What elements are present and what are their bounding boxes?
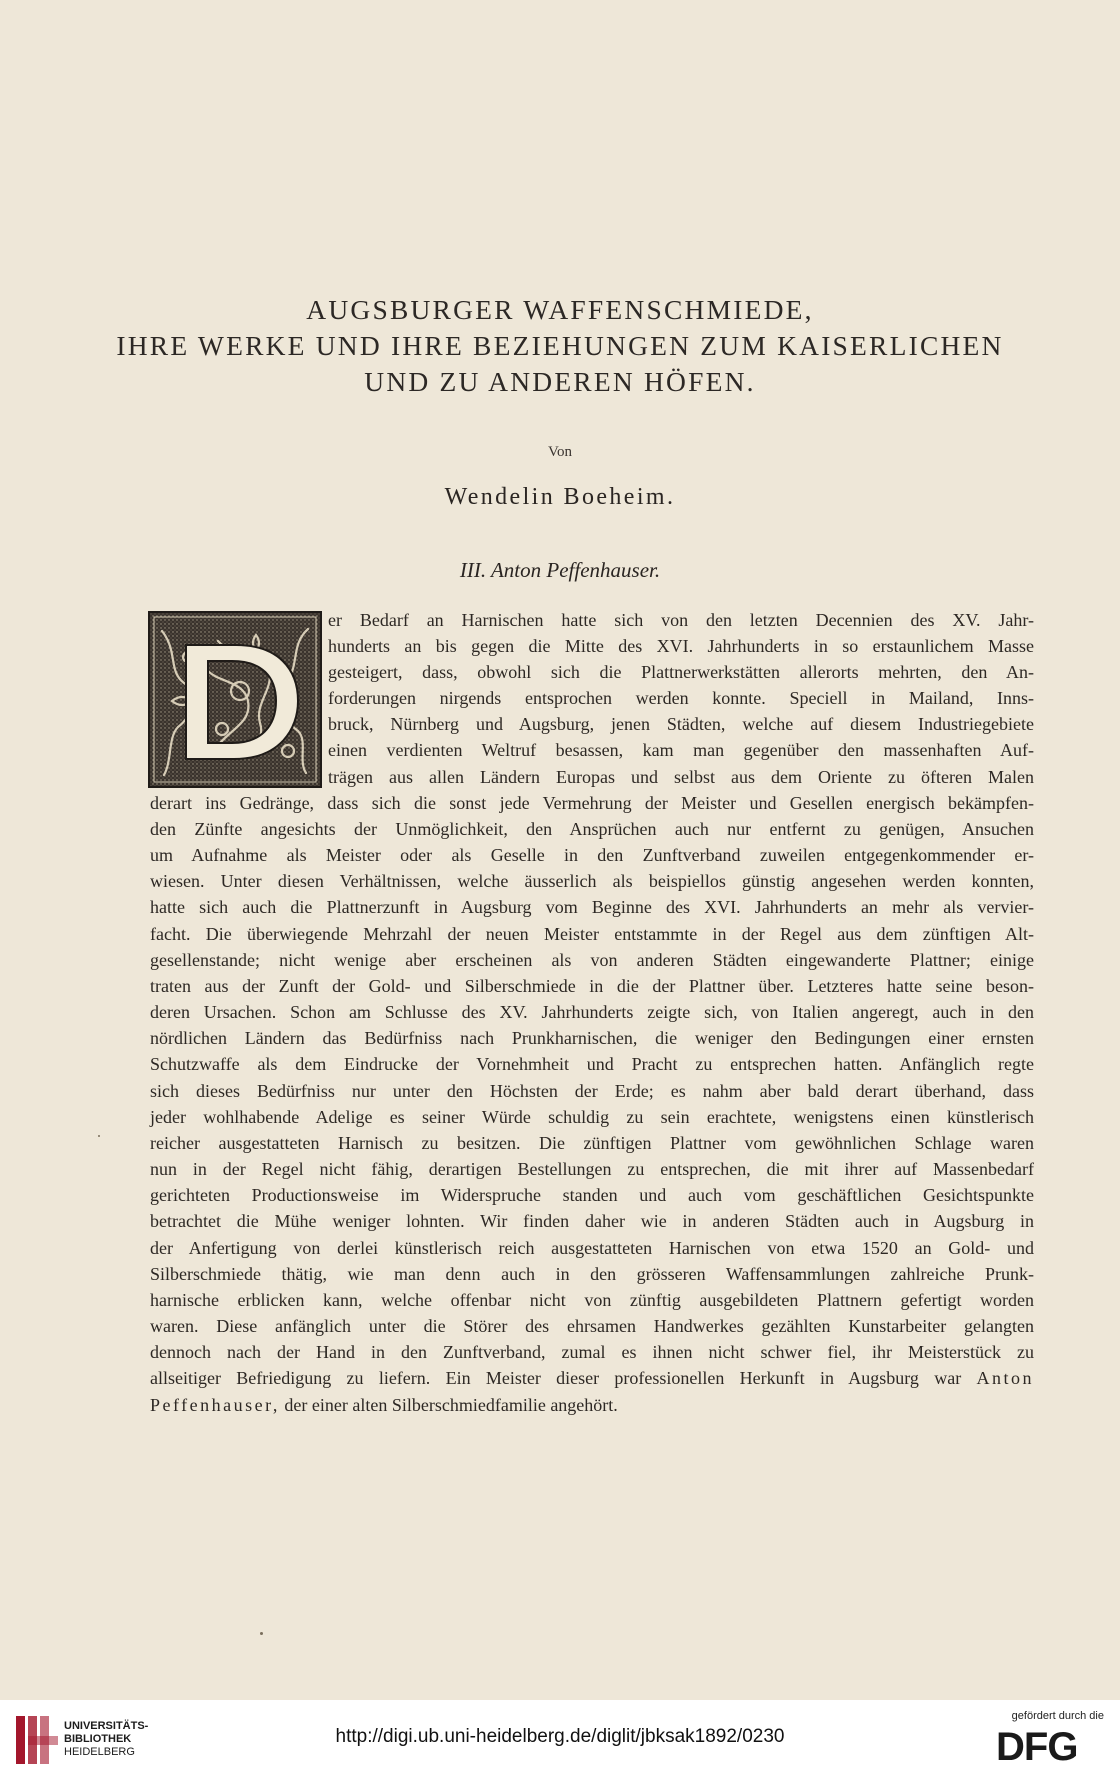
text-line: den Zünfte angesichts der Unmöglichkeit, den Ansprüchen auch nur entfernt zu genügen, Ansuchen xyxy=(150,819,1034,839)
library-name-line: BIBLIOTHEK xyxy=(64,1733,132,1745)
text-line: gerichteten Productionsweise im Widerspruche standen und auch vom geschäftlichen Gesichtspunkte xyxy=(150,1185,1034,1205)
text-line: Schutzwaffe als dem Eindrucke der Vornehmheit und Pracht zu entsprechen hatten. Anfänglich regte xyxy=(150,1054,1034,1074)
text-line: derart ins Gedränge, dass sich die sonst jede Vermehrung der Meister und Gesellen energisch bekämpfen- xyxy=(150,793,1034,813)
text-line: gesellenstande; nicht wenige aber erscheinen als von anderen Städten eingewanderte Plattner; einige xyxy=(150,950,1034,970)
text-line: dennoch nach der Hand in den Zunftverband, zumal es ihnen nicht schwer fiel, ihr Meisterstück zu xyxy=(150,1342,1034,1362)
text-line: jeder wohlhabende Adelige es seiner Würde schuldig zu sein erachtete, wenigstens einen künstlerisch xyxy=(150,1107,1034,1127)
title-line-1: AUGSBURGER WAFFENSCHMIEDE, xyxy=(306,294,814,325)
byline-von: Von xyxy=(548,444,572,460)
person-name-last: Peffenhauser, xyxy=(150,1395,280,1415)
digitization-footer xyxy=(0,1700,1120,1780)
text-line: nördlichen Ländern das Bedürfniss nach Prunkharnischen, die weniger den Bedingungen einer ernsten xyxy=(150,1028,1034,1048)
paper-speck xyxy=(98,1135,100,1137)
text-line-content: allseitiger Befriedigung zu liefern. Ein Meister dieser professionellen Herkunft in Augsburg war xyxy=(150,1368,962,1388)
text-line: traten aus der Zunft der Gold- und Silberschmiede in die der Plattner über. Letzteres hatte seine beson- xyxy=(150,976,1034,996)
library-name-line: HEIDELBERG xyxy=(64,1746,135,1758)
section-heading: III. Anton Peffenhauser. xyxy=(459,558,661,582)
text-line: hunderts an bis gegen die Mitte des XVI. Jahrhunderts in so erstaunlichem Masse xyxy=(328,636,1034,656)
paper-speck xyxy=(260,1632,263,1635)
text-line-content: der einer alten Silberschmiedfamilie angehört. xyxy=(284,1395,618,1415)
library-name-line: UNIVERSITÄTS- xyxy=(64,1720,149,1732)
text-line xyxy=(150,1366,1034,1390)
text-line: reicher ausgestatteten Harnisch zu besitzen. Die zünftigen Plattner vom gewöhnlichen Schlage waren xyxy=(150,1133,1034,1153)
text-line: gesteigert, dass, obwohl sich die Plattnerwerkstätten allerorts mehrten, den An- xyxy=(328,662,1034,682)
permalink-url[interactable]: http://digi.ub.uni-heidelberg.de/diglit/jbksak1892/0230 xyxy=(335,1726,785,1747)
text-line: hatte sich auch die Plattnerzunft in Augsburg vom Beginne des XVI. Jahrhunderts an mehr als vervier- xyxy=(150,897,1034,917)
text-line: deren Ursachen. Schon am Schlusse des XV. Jahrhunderts zeigte sich, von Italien angeregt, auch in den xyxy=(150,1002,1034,1022)
dfg-logo[interactable] xyxy=(994,1726,1106,1766)
text-line-final xyxy=(150,1393,1034,1417)
text-line: harnische erblicken kann, welche offenbar nicht von zünftig ausgebildeten Plattnern gefertigt worden xyxy=(150,1290,1034,1310)
title-line-3: UND ZU ANDEREN HÖFEN. xyxy=(364,366,756,397)
text-line: betrachtet die Mühe weniger lohnten. Wir finden daher wie in anderen Städten auch in Augsburg in xyxy=(150,1211,1034,1231)
author-name: Wendelin Boeheim. xyxy=(444,484,676,510)
text-line: trägen aus allen Ländern Europas und selbst aus dem Oriente zu öfteren Malen xyxy=(328,767,1034,787)
text-line: einen verdienten Weltruf besassen, kam man gegenüber den massenhaften Auf- xyxy=(328,740,1034,760)
text-line: er Bedarf an Harnischen hatte sich von den letzten Decennien des XV. Jahr- xyxy=(328,610,1034,630)
text-line: forderungen nirgends entsprochen werden konnte. Speciell in Mailand, Inns- xyxy=(328,688,1034,708)
text-line: facht. Die überwiegende Mehrzahl der neuen Meister entstammte in der Regel aus dem zünftigen Alt- xyxy=(150,924,1034,944)
text-line: Silberschmiede thätig, wie man denn auch in den grösseren Waffensammlungen zahlreiche Prunk- xyxy=(150,1264,1034,1284)
text-line: nun in der Regel nicht fähig, derartigen Bestellungen zu entsprechen, die mit ihrer auf Massenbedarf xyxy=(150,1159,1034,1179)
text-line: sich dieses Bedürfniss nur unter den Höchsten der Erde; es nahm aber bald derart überhand, dass xyxy=(150,1081,1034,1101)
text-line: bruck, Nürnberg und Augsburg, jenen Städten, welche auf diesem Industriegebiete xyxy=(328,714,1034,734)
funding-note: gefördert durch die xyxy=(1011,1710,1104,1722)
text-line: wiesen. Unter diesen Verhältnissen, welche äusserlich als beispiellos günstig angesehen werden konnten, xyxy=(150,871,1034,891)
dfg-logo-text: DFG xyxy=(996,1726,1078,1766)
text-line: der Anfertigung von derlei künstlerisch reich ausgestatteten Harnischen von etwa 1520 an Gold- und xyxy=(150,1238,1034,1258)
person-name-first: Anton xyxy=(976,1368,1034,1388)
title-line-2: IHRE WERKE UND IHRE BEZIEHUNGEN ZUM KAISERLICHEN xyxy=(116,330,1004,361)
text-line: waren. Diese anfänglich unter die Störer des ehrsamen Handwerkes gezählten Kunstarbeiter gelangten xyxy=(150,1316,1034,1336)
text-line: um Aufnahme als Meister oder als Geselle in den Zunftverband zuweilen entgegenkommender er- xyxy=(150,845,1034,865)
